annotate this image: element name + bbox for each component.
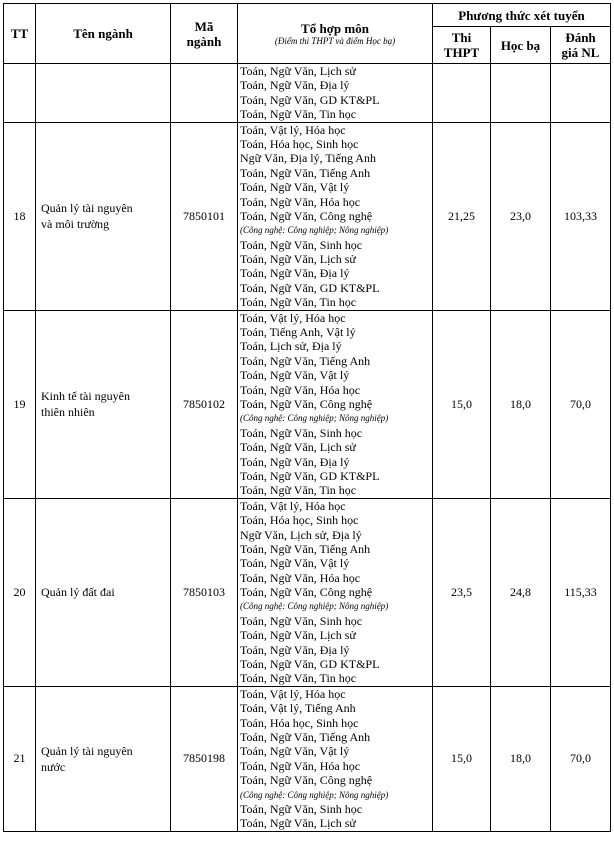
subject-combo: Toán, Ngữ Văn, Công nghệ: [240, 396, 373, 411]
header-ma-nganh: [171, 4, 238, 64]
combo-note: (Công nghệ: Công nghiệp; Nông nghiệp): [240, 601, 389, 612]
header-danh-gia-line1: Đánh: [565, 30, 596, 45]
subject-combo: Toán, Vật lý, Hóa học: [240, 498, 346, 513]
row-score-thpt: [433, 64, 491, 123]
subject-combo: Toán, Ngữ Văn, Hóa học: [240, 758, 361, 773]
subject-combo: Ngữ Văn, Địa lý, Tiếng Anh: [240, 151, 376, 166]
subject-combo: Toán, Ngữ Văn, GD KT&PL: [240, 468, 380, 483]
row-major-code: 7850102: [171, 310, 238, 498]
row-subject-combos: [238, 310, 433, 498]
row-score-hocba: 24,8: [491, 498, 551, 686]
subject-combo: Toán, Ngữ Văn, Sinh học: [240, 237, 363, 252]
row-major-name: [36, 64, 171, 123]
header-tt: TT: [4, 4, 36, 64]
header-to-hop-mon-note: (Điểm thi THPT và điểm Học bạ): [274, 35, 396, 46]
header-ten-nganh: Tên ngành: [36, 4, 171, 64]
header-ma-nganh-line2: ngành: [186, 33, 222, 49]
subject-combo: Toán, Ngữ Văn, Lịch sử: [240, 64, 356, 78]
subject-combo: Toán, Ngữ Văn, Tin học: [240, 671, 357, 686]
row-major-name: [36, 310, 171, 498]
subject-combo: Toán, Ngữ Văn, Hóa học: [240, 570, 361, 585]
row-score-thpt: 21,25: [433, 122, 491, 310]
row-score-dgnl: 103,33: [551, 122, 611, 310]
row-score-thpt: 15,0: [433, 310, 491, 498]
subject-combo: Toán, Ngữ Văn, Sinh học: [240, 425, 363, 440]
subject-combo: Toán, Ngữ Văn, GD KT&PL: [240, 657, 380, 672]
subject-combo: Toán, Ngữ Văn, GD KT&PL: [240, 280, 380, 295]
subject-combo: Toán, Ngữ Văn, GD KT&PL: [240, 92, 380, 107]
table-row: [4, 122, 611, 310]
subject-combo: Toán, Ngữ Văn, Lịch sử: [240, 816, 356, 831]
row-subject-combos: [238, 498, 433, 686]
row-score-hocba: 18,0: [491, 686, 551, 831]
subject-combo: Ngữ Văn, Lịch sử, Địa lý: [240, 527, 362, 542]
row-major-code: [171, 64, 238, 123]
major-name-line: Quản lý đất đai: [41, 585, 115, 600]
table-row: [4, 310, 611, 498]
combo-note: (Công nghệ: Công nghiệp; Nông nghiệp): [240, 225, 389, 236]
subject-combo: Toán, Ngữ Văn, Công nghệ: [240, 773, 373, 788]
row-tt: 18: [4, 122, 36, 310]
header-danh-gia-line2: giá NL: [561, 45, 600, 60]
combo-note: (Công nghệ: Công nghiệp; Nông nghiệp): [240, 413, 389, 424]
subject-combo: Toán, Ngữ Văn, Tiếng Anh: [240, 729, 371, 744]
subject-combo: Toán, Hóa học, Sinh học: [240, 715, 359, 730]
row-major-code: 7850101: [171, 122, 238, 310]
subject-combo: Toán, Hóa học, Sinh học: [240, 513, 359, 528]
subject-combo: Toán, Vật lý, Hóa học: [240, 686, 346, 701]
row-score-dgnl: 115,33: [551, 498, 611, 686]
subject-combo: Toán, Vật lý, Hóa học: [240, 122, 346, 137]
row-major-code: 7850198: [171, 686, 238, 831]
subject-combo: Toán, Ngữ Văn, Công nghệ: [240, 208, 373, 223]
major-name-line: Quản lý tài nguyên: [41, 201, 133, 216]
header-to-hop-mon-title: Tổ hợp môn: [301, 20, 369, 36]
major-name-line: thiên nhiên: [41, 405, 95, 420]
header-hoc-ba: Học bạ: [491, 27, 551, 64]
subject-combo: Toán, Ngữ Văn, Sinh học: [240, 613, 363, 628]
subject-combo: Toán, Ngữ Văn, Tin học: [240, 107, 357, 122]
subject-combo: Toán, Ngữ Văn, Địa lý: [240, 266, 350, 281]
row-major-name: [36, 498, 171, 686]
header-ma-nganh-line1: Mã: [194, 18, 214, 34]
row-score-dgnl: [551, 64, 611, 123]
header-danh-gia-nl: [551, 27, 611, 64]
row-score-hocba: 18,0: [491, 310, 551, 498]
subject-combo: Toán, Ngữ Văn, Hóa học: [240, 382, 361, 397]
subject-combo: Toán, Ngữ Văn, Vật lý: [240, 744, 350, 759]
row-subject-combos: [238, 122, 433, 310]
row-score-dgnl: 70,0: [551, 310, 611, 498]
subject-combo: Toán, Ngữ Văn, Địa lý: [240, 642, 350, 657]
table-row: [4, 498, 611, 686]
row-major-code: 7850103: [171, 498, 238, 686]
row-score-hocba: [491, 64, 551, 123]
major-name-line: Kinh tế tài nguyên: [41, 389, 130, 404]
subject-combo: Toán, Lịch sử, Địa lý: [240, 339, 342, 354]
subject-combo: Toán, Ngữ Văn, Tiếng Anh: [240, 353, 371, 368]
row-score-hocba: 23,0: [491, 122, 551, 310]
row-tt: [4, 64, 36, 123]
admission-table: [3, 3, 611, 832]
subject-combo: Toán, Ngữ Văn, Tiếng Anh: [240, 541, 371, 556]
subject-combo: Toán, Tiếng Anh, Vật lý: [240, 325, 356, 340]
row-score-thpt: 23,5: [433, 498, 491, 686]
row-tt: 21: [4, 686, 36, 831]
header-thi-line2: THPT: [443, 45, 480, 60]
subject-combo: Toán, Ngữ Văn, Tin học: [240, 295, 357, 310]
subject-combo: Toán, Hóa học, Sinh học: [240, 136, 359, 151]
subject-combo: Toán, Vật lý, Hóa học: [240, 310, 346, 325]
subject-combo: Toán, Ngữ Văn, Công nghệ: [240, 585, 373, 600]
row-subject-combos: [238, 686, 433, 831]
subject-combo: Toán, Ngữ Văn, Vật lý: [240, 556, 350, 571]
major-name-line: và môi trường: [41, 217, 110, 232]
subject-combo: Toán, Vật lý, Tiếng Anh: [240, 701, 356, 716]
row-score-thpt: 15,0: [433, 686, 491, 831]
subject-combo: Toán, Ngữ Văn, Tin học: [240, 483, 357, 498]
subject-combo: Toán, Ngữ Văn, Tiếng Anh: [240, 165, 371, 180]
major-name-line: nước: [41, 759, 66, 774]
subject-combo: Toán, Ngữ Văn, Lịch sử: [240, 252, 356, 267]
subject-combo: Toán, Ngữ Văn, Sinh học: [240, 801, 363, 816]
combo-note: (Công nghệ: Công nghiệp; Nông nghiệp): [240, 789, 389, 800]
subject-combo: Toán, Ngữ Văn, Lịch sử: [240, 440, 356, 455]
subject-combo: Toán, Ngữ Văn, Lịch sử: [240, 628, 356, 643]
table-row: [4, 686, 611, 831]
row-score-dgnl: 70,0: [551, 686, 611, 831]
table-row: [4, 64, 611, 123]
subject-combo: Toán, Ngữ Văn, Vật lý: [240, 180, 350, 195]
row-tt: 20: [4, 498, 36, 686]
row-major-name: [36, 686, 171, 831]
header-to-hop-mon: [238, 4, 433, 64]
subject-combo: Toán, Ngữ Văn, Địa lý: [240, 78, 350, 93]
header-thi-line1: Thi: [451, 30, 472, 45]
subject-combo: Toán, Ngữ Văn, Vật lý: [240, 368, 350, 383]
subject-combo: Toán, Ngữ Văn, Hóa học: [240, 194, 361, 209]
subject-combo: Toán, Ngữ Văn, Địa lý: [240, 454, 350, 469]
header-thi-thpt: [433, 27, 491, 64]
row-subject-combos: [238, 64, 433, 123]
row-tt: 19: [4, 310, 36, 498]
header-phuong-thuc: Phương thức xét tuyển: [433, 4, 611, 27]
row-major-name: [36, 122, 171, 310]
major-name-line: Quản lý tài nguyên: [41, 743, 133, 758]
